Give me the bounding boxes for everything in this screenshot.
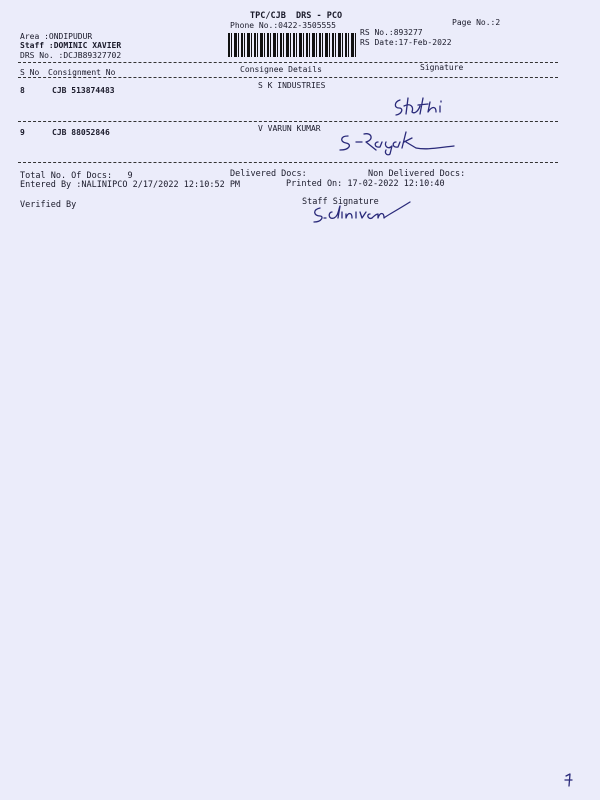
recipient-signature <box>390 94 460 120</box>
staff-signature <box>310 200 422 228</box>
non-delivered-docs: Non Delivered Docs: <box>368 169 466 179</box>
row-sno: 9 <box>20 128 25 137</box>
area: Area :ONDIPUDUR <box>20 32 93 41</box>
page-number: Page No.:2 <box>452 18 501 27</box>
col-header-sno: S No <box>20 68 40 77</box>
barcode <box>228 33 356 57</box>
staff-name: Staff :DOMINIC XAVIER <box>20 41 122 50</box>
drs-number: DRS No. :DCJB89327702 <box>20 51 122 60</box>
row-consignee: S K INDUSTRIES <box>258 81 326 90</box>
row-consignment-no: CJB 513874483 <box>52 86 115 95</box>
stray-mark <box>560 770 580 790</box>
col-header-consignment: Consignment No <box>48 68 116 77</box>
entered-by: Entered By :NALINIPCO 2/17/2022 12:10:52 PM <box>20 180 241 190</box>
col-header-signature: Signature <box>420 63 464 72</box>
row-consignment-no: CJB 88052846 <box>52 128 110 137</box>
document-title: TPC/CJB DRS - PCO <box>250 11 343 21</box>
divider <box>18 62 558 63</box>
verified-by: Verified By <box>20 200 77 210</box>
divider <box>18 121 558 122</box>
phone-number: Phone No.:0422-3505555 <box>230 21 336 30</box>
row-sno: 8 <box>20 86 25 95</box>
recipient-signature <box>336 128 466 156</box>
rs-date: RS Date:17-Feb-2022 <box>360 38 452 47</box>
printed-on: Printed On: 17-02-2022 12:10:40 <box>286 179 445 189</box>
divider <box>18 77 558 78</box>
col-header-consignee: Consignee Details <box>240 65 322 74</box>
delivered-docs: Delivered Docs: <box>230 169 307 179</box>
rs-number: RS No.:893277 <box>360 28 423 37</box>
total-docs: Total No. Of Docs: 9 <box>20 171 133 181</box>
row-consignee: V VARUN KUMAR <box>258 124 321 133</box>
staff-signature-label: Staff Signature <box>302 197 379 207</box>
divider <box>18 162 558 163</box>
